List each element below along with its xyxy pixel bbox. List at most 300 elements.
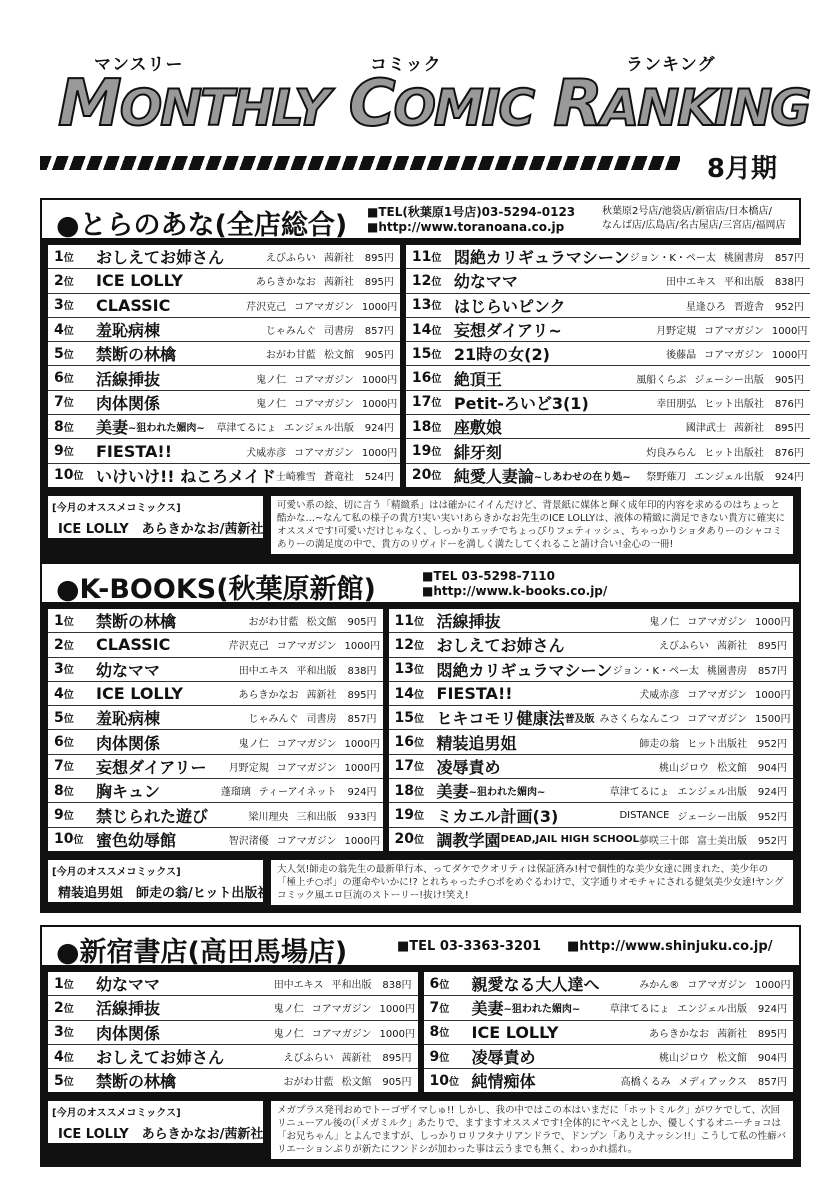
comic-author: あらきかなお	[255, 277, 316, 289]
recommended-value: ICE LOLLY あらきかなお/茜新社	[58, 521, 264, 537]
rank-number	[412, 443, 454, 459]
comic-title: 親愛なる大人達へ	[471, 975, 600, 995]
comic-title: 美妻	[436, 782, 469, 802]
ranking-row	[48, 706, 383, 730]
rank-number	[395, 758, 437, 774]
recommended-label: [今月のオススメコミックス]	[52, 866, 181, 878]
comic-price: 1500円	[755, 714, 791, 726]
store-url[interactable]: ■http://www.k-books.co.jp/	[422, 584, 608, 598]
store-name: ●とらのあな(全店総合)	[56, 210, 348, 241]
rank-number	[54, 419, 96, 435]
comic-author: 師走の翁	[639, 738, 680, 750]
ruby-monthly: マンスリー	[94, 55, 184, 75]
rank-suffix: 位	[431, 252, 442, 264]
comic-author: 月野定規	[656, 326, 697, 338]
comic-publisher: エンジェル出版	[677, 1004, 747, 1016]
rank-value: 8	[54, 418, 64, 435]
rank-value: 19	[411, 443, 432, 460]
comic-author: みさくらなんこつ	[599, 714, 680, 726]
comic-publisher: 茜新社	[717, 1028, 747, 1040]
rank-suffix: 位	[431, 471, 442, 483]
rank-number	[54, 370, 96, 386]
rank-number	[54, 710, 96, 726]
page-header	[40, 28, 810, 188]
comic-author: じゃみんぐ	[265, 326, 316, 338]
rank-value: 13	[411, 297, 432, 314]
rank-suffix: 位	[63, 738, 74, 750]
recommendation-blurb: 可愛い系の絵、切に言う「精緻系」はは確かにイイんだけど、背景紙に媒体と輝く成年印的内容を求めるのはちょっと酷かな…~なんて私の様子の貴方!実い実い!あらきかなお先生のICE LOLLYは、液体の精緻に満足できない貴方に確実にオススメです!可愛いだけじゃなく、しっかりエッチでちょっぴりフェティッシュ、ちゃっかりショタありーのシャコミありーの満足度の中で、貴方のリヴィドーを満しく満たしてくれること請け合い!金心の一冊!	[271, 496, 793, 554]
store-tel: ■TEL 03-5298-7110	[422, 569, 556, 583]
comic-price: 1000円	[771, 326, 808, 338]
rank-value: 20	[394, 831, 415, 848]
comic-subtitle: ~狙われた媚肉~	[503, 1004, 581, 1016]
comic-price: 1000円	[755, 690, 791, 702]
comic-publisher: 松文館	[717, 762, 747, 774]
comic-price: 952円	[757, 835, 787, 847]
rank-suffix: 位	[414, 738, 425, 750]
comic-title: 絶頂王	[453, 369, 502, 389]
comic-publisher: ジェーシー出版	[694, 374, 764, 386]
rank-value: 6	[54, 370, 64, 387]
comic-price: 1000円	[755, 617, 791, 629]
comic-price: 838円	[347, 665, 377, 677]
rank-number	[54, 807, 96, 823]
ranking-row	[48, 1021, 418, 1045]
comic-publisher: コアマガジン	[276, 738, 337, 750]
comic-price: 1000円	[344, 835, 380, 847]
ranking-row	[48, 366, 400, 390]
comic-publisher: 松文館	[717, 1053, 747, 1065]
rank-number	[412, 322, 454, 338]
ruby-comic: コミック	[370, 55, 442, 75]
comic-price: 838円	[774, 277, 804, 289]
rank-suffix: 位	[431, 276, 442, 288]
rank-number	[412, 346, 454, 362]
comic-price: 895円	[364, 253, 394, 265]
comic-publisher: ヒット出版社	[704, 398, 764, 410]
comic-publisher: 茜新社	[733, 423, 764, 435]
comic-title: おしえてお姉さん	[96, 1048, 225, 1068]
comic-title: 悶絶カリギュラマシーン	[436, 660, 613, 680]
rank-value: 10	[429, 1072, 449, 1089]
comic-author: 祭野薙刀	[646, 471, 687, 483]
comic-author: 鬼ノ仁	[649, 617, 680, 629]
ranking-row	[406, 366, 810, 390]
ranking-row	[48, 415, 400, 439]
rank-number	[412, 394, 454, 410]
comic-author: じゃみんぐ	[248, 714, 299, 726]
comic-publisher: 茜新社	[306, 690, 337, 702]
rank-value: 7	[54, 394, 64, 411]
store-url[interactable]: ■http://www.shinjuku.co.jp/	[567, 939, 773, 954]
rank-value: 19	[394, 807, 415, 824]
rank-suffix: 位	[63, 665, 74, 677]
rank-value: 15	[394, 709, 415, 726]
comic-title: CLASSIC	[96, 635, 171, 655]
store-name: ●新宿書店(高田馬場店)	[56, 937, 348, 968]
comic-title: 蜜色幼辱館	[96, 830, 177, 850]
comic-author: おがわ甘藍	[283, 1077, 334, 1089]
rank-suffix: 位	[414, 713, 425, 725]
comic-author: 犬威赤彦	[639, 690, 680, 702]
rank-value: 5	[54, 709, 64, 726]
store-name: ●K-BOOKS(秋葉原新館)	[56, 574, 376, 605]
decorative-stripes	[40, 156, 680, 170]
ranking-row	[389, 755, 793, 779]
ranking-row	[48, 730, 383, 754]
comic-publisher: 茜新社	[323, 253, 354, 265]
rank-number	[54, 831, 96, 847]
comic-author: 蓬瑠璃	[220, 787, 251, 799]
rank-value: 4	[54, 1048, 64, 1065]
comic-title: 禁じられた遊び	[96, 806, 209, 826]
ranking-row	[424, 1069, 794, 1092]
comic-author: 鬼ノ仁	[256, 374, 287, 386]
comic-publisher: 三和出版	[296, 811, 337, 823]
store-tel: ■TEL(秋葉原1号店)03-5294-0123	[367, 205, 576, 219]
comic-publisher: 松文館	[341, 1077, 372, 1089]
rank-number	[430, 1073, 472, 1089]
rank-suffix: 位	[63, 447, 74, 459]
comic-author: 鬼ノ仁	[273, 1028, 304, 1040]
ranking-row	[48, 996, 418, 1020]
comic-author: 草津てるにょ	[609, 787, 670, 799]
comic-title: 禁断の林檎	[96, 345, 177, 365]
ranking-row	[406, 391, 810, 415]
comic-author: 鬼ノ仁	[256, 398, 287, 410]
comic-author: えびふらい	[659, 641, 709, 653]
recommendation-blurb: メガプラス発刊おめでトーゴザイマしゅ!! しかし、我の中ではこの本はいまだに「ホットミルク」がワケでして、次回リニューアル後の(「メガミルク」あたりで、ますますオススメです!全体的にヤベえとしか、優しくするオニーチョコは「お兄ちゃん」とよんでますが、しっかりロリフタナリアンドラで、ドンプン「ありえナッシン!!」こうして私の性癖バリエーションぷりが新たにフンドシが加わった事は云うまでも無く、わっかれ揺れ。	[271, 1101, 793, 1159]
store-header	[42, 200, 799, 240]
comic-publisher: コアマガジン	[311, 1004, 372, 1016]
ranking-row	[48, 269, 400, 293]
ranking-row	[389, 609, 793, 633]
rank-value: 1	[54, 612, 64, 629]
rank-suffix: 位	[414, 835, 425, 847]
rank-value: 18	[411, 418, 432, 435]
rank-suffix: 位	[431, 349, 442, 361]
comic-title: 活線挿抜	[96, 369, 161, 389]
rank-value: 2	[54, 636, 64, 653]
comic-publisher: コアマガジン	[294, 447, 354, 459]
comic-price: 933円	[347, 811, 377, 823]
comic-title: 純愛人妻論	[453, 466, 534, 486]
rank-number	[412, 370, 454, 386]
rank-suffix: 位	[431, 447, 442, 459]
comic-publisher: コアマガジン	[294, 301, 354, 313]
comic-title: 肉体関係	[96, 1023, 161, 1043]
comic-price: 895円	[364, 277, 394, 289]
ranking-row	[389, 706, 793, 730]
ranking-list-right	[406, 245, 810, 487]
rank-value: 8	[54, 782, 64, 799]
rank-value: 5	[54, 345, 64, 362]
comic-price: 905円	[347, 617, 377, 629]
rank-suffix: 位	[63, 422, 74, 434]
comic-title: 妄想ダイアリ~	[453, 321, 562, 341]
rank-suffix: 位	[431, 374, 442, 386]
comic-title: 悶絶カリギュラマシーン	[453, 248, 630, 268]
page-title: MONTHLY COMIC RANKING	[58, 67, 810, 141]
store-section-kbooks	[40, 562, 801, 913]
store-url[interactable]: ■http://www.toranoana.co.jp	[367, 220, 565, 234]
rank-value: 20	[411, 467, 432, 484]
rank-number	[412, 297, 454, 313]
comic-publisher: 司書房	[306, 714, 337, 726]
comic-title: いけいけ!! ねころメイド	[96, 466, 276, 486]
store-branches-1: 秋葉原2号店/池袋店/新宿店/日本橋店/	[602, 206, 772, 217]
ranking-row	[48, 391, 400, 415]
rank-value: 3	[54, 297, 64, 314]
rank-number	[54, 1000, 96, 1016]
comic-publisher: コアマガジン	[687, 617, 747, 629]
comic-title: 禁断の林檎	[96, 612, 177, 632]
rank-value: 11	[411, 248, 432, 265]
comic-title: 羞恥病棟	[96, 321, 161, 341]
rank-suffix: 位	[73, 471, 84, 483]
comic-author: ジョン・K・ペー太	[612, 665, 699, 677]
rank-suffix: 位	[63, 762, 74, 774]
rank-value: 9	[429, 1048, 440, 1065]
rank-number	[54, 661, 96, 677]
comic-price: 1000円	[361, 301, 398, 313]
rank-suffix: 位	[63, 640, 74, 652]
comic-publisher: 茜新社	[341, 1053, 372, 1065]
comic-publisher: コアマガジン	[704, 350, 764, 362]
rank-value: 4	[54, 685, 64, 702]
rank-number	[54, 443, 96, 459]
rank-number	[54, 273, 96, 289]
rank-value: 14	[394, 685, 415, 702]
store-section-shinjuku	[40, 925, 801, 1167]
comic-price: 857円	[347, 714, 377, 726]
ranking-row	[424, 1021, 794, 1045]
rank-value: 5	[54, 1072, 64, 1089]
comic-price: 924円	[757, 1004, 787, 1016]
rank-value: 9	[54, 807, 64, 824]
rank-number	[54, 249, 96, 265]
rank-suffix: 位	[63, 349, 74, 361]
ranking-row	[406, 318, 810, 342]
rank-suffix: 位	[414, 689, 425, 701]
comic-publisher: メディアックス	[678, 1077, 747, 1089]
comic-title: ミカエル計画(3)	[436, 806, 559, 826]
comic-author: 梁川理央	[248, 811, 289, 823]
recommended-value: ICE LOLLY あらきかなお/茜新社	[58, 1127, 264, 1143]
comic-price: 904円	[757, 1053, 787, 1065]
rank-suffix: 位	[63, 398, 74, 410]
comic-title: FIESTA!!	[436, 684, 513, 704]
comic-author: 夢咲三十郎	[639, 835, 689, 847]
comic-author: あらきかなお	[238, 690, 299, 702]
rank-suffix: 位	[63, 979, 74, 991]
comic-price: 876円	[774, 398, 804, 410]
ranking-row	[48, 609, 383, 633]
comic-title: ヒキコモリ健康法	[436, 709, 565, 729]
comic-title: ICE LOLLY	[96, 684, 183, 704]
comic-title: 21時の女(2)	[453, 345, 550, 365]
comic-publisher: エンジェル出版	[284, 423, 354, 435]
comic-price: 952円	[757, 738, 787, 750]
rank-suffix: 位	[439, 1028, 450, 1040]
comic-publisher: エンジェル出版	[694, 471, 764, 483]
rank-number	[430, 1024, 472, 1040]
rank-suffix: 位	[63, 301, 74, 313]
comic-author: 芹沢克己	[228, 641, 269, 653]
ruby-ranking: ランキング	[626, 55, 716, 75]
recommended-comic	[48, 1101, 263, 1143]
ranking-row	[48, 294, 400, 318]
comic-price: 1000円	[379, 1028, 415, 1040]
comic-title: 凌辱責め	[471, 1048, 536, 1068]
rank-value: 17	[411, 394, 432, 411]
comic-publisher: コアマガジン	[704, 326, 764, 338]
comic-title: 幼なママ	[453, 272, 518, 292]
comic-publisher: ティーアイネット	[258, 787, 337, 799]
comic-price: 895円	[774, 423, 804, 435]
comic-publisher: コアマガジン	[311, 1028, 372, 1040]
comic-price: 924円	[757, 787, 787, 799]
comic-subtitle: ~狙われた媚肉~	[468, 787, 546, 799]
comic-price: 895円	[757, 1028, 787, 1040]
rank-number	[54, 758, 96, 774]
comic-publisher: コアマガジン	[276, 835, 337, 847]
ranking-row	[48, 633, 383, 657]
comic-price: 924円	[364, 423, 394, 435]
rank-number	[395, 613, 437, 629]
rank-number	[412, 273, 454, 289]
rank-number	[54, 976, 96, 992]
ranking-row	[48, 245, 400, 269]
rank-suffix: 位	[431, 422, 442, 434]
recommended-label: [今月のオススメコミックス]	[52, 502, 181, 514]
comic-author: 灼良みらん	[646, 447, 697, 459]
rank-suffix: 位	[63, 1052, 74, 1064]
rank-value: 18	[394, 782, 415, 799]
ranking-row	[48, 464, 400, 487]
comic-title: 肉体関係	[96, 393, 161, 413]
comic-subtitle: ~狙われた媚肉~	[128, 423, 205, 435]
comic-author: 犬威赤彦	[246, 447, 287, 459]
ranking-row	[389, 730, 793, 754]
comic-publisher: 茜新社	[323, 277, 354, 289]
ranking-row	[48, 972, 418, 996]
comic-price: 857円	[757, 1077, 787, 1089]
comic-price: 1000円	[379, 1004, 415, 1016]
comic-publisher: コアマガジン	[687, 690, 747, 702]
rank-number	[395, 710, 437, 726]
rank-number	[395, 831, 437, 847]
rank-suffix: 位	[414, 640, 425, 652]
rank-value: 8	[429, 1024, 440, 1041]
comic-publisher: コアマガジン	[687, 714, 747, 726]
ranking-row	[389, 658, 793, 682]
comic-publisher: 晋遊舎	[733, 301, 764, 313]
ranking-list-right	[424, 972, 794, 1092]
rank-suffix: 位	[439, 1003, 450, 1015]
comic-title: FIESTA!!	[96, 441, 172, 461]
comic-author: 田中エキス	[666, 277, 716, 289]
comic-price: 857円	[757, 665, 787, 677]
comic-price: 895円	[347, 690, 377, 702]
rank-suffix: 位	[414, 665, 425, 677]
comic-author: 田中エキス	[238, 665, 289, 677]
comic-title: Petit-ろいど3(1)	[453, 393, 589, 413]
ranking-row	[406, 294, 810, 318]
comic-author: 高橋くるみ	[620, 1077, 671, 1089]
rank-suffix: 位	[439, 1052, 450, 1064]
comic-author: おがわ甘藍	[248, 617, 299, 629]
comic-author: 桃山ジロウ	[659, 1053, 709, 1065]
comic-price: 952円	[757, 811, 787, 823]
comic-publisher: 松文館	[323, 350, 354, 362]
rank-suffix: 位	[414, 616, 425, 628]
comic-title: 肉体関係	[96, 733, 161, 753]
comic-publisher: 蒼竜社	[323, 471, 354, 483]
rank-value: 11	[394, 612, 415, 629]
rank-number	[412, 419, 454, 435]
rank-number	[412, 249, 454, 265]
comic-title: 活線挿抜	[436, 612, 501, 632]
rank-value: 6	[429, 975, 440, 992]
rank-number	[395, 661, 437, 677]
comic-author: 桃山ジロウ	[659, 762, 709, 774]
rank-number	[395, 783, 437, 799]
rank-value: 9	[54, 443, 64, 460]
ranking-row	[424, 972, 794, 996]
comic-title: 美妻	[471, 999, 504, 1019]
recommended-value: 精装追男姐 師走の翁/ヒット出版社	[58, 885, 271, 901]
rank-number	[54, 1073, 96, 1089]
comic-title: 緋牙刻	[453, 442, 502, 462]
ranking-row	[389, 682, 793, 706]
comic-author: 國津武士	[685, 423, 726, 435]
comic-publisher: コアマガジン	[276, 762, 337, 774]
ranking-list-left	[48, 245, 400, 487]
ranking-row	[389, 779, 793, 803]
comic-author: 幸田朋弘	[656, 398, 697, 410]
comic-price: 1000円	[344, 738, 380, 750]
rank-number	[54, 783, 96, 799]
rank-suffix: 位	[63, 1003, 74, 1015]
ranking-row	[406, 464, 810, 487]
comic-price: 857円	[774, 253, 804, 265]
rank-number	[430, 1049, 472, 1065]
ranking-list-right	[389, 609, 793, 851]
comic-price: 905円	[382, 1077, 412, 1089]
rank-suffix: 位	[63, 1028, 74, 1040]
rank-value: 6	[54, 734, 64, 751]
recommended-comic	[48, 860, 271, 902]
rank-suffix: 位	[63, 811, 74, 823]
rank-suffix: 位	[63, 252, 74, 264]
comic-author: 月野定規	[228, 762, 269, 774]
rank-number	[54, 322, 96, 338]
rank-suffix: 位	[431, 325, 442, 337]
rank-suffix: 位	[63, 689, 74, 701]
rank-suffix: 位	[63, 276, 74, 288]
rank-number	[412, 467, 454, 483]
rank-suffix: 位	[63, 713, 74, 725]
rank-suffix: 位	[63, 786, 74, 798]
comic-title: 座敷娘	[453, 418, 502, 438]
rank-value: 16	[411, 370, 432, 387]
comic-title: 幼なママ	[96, 975, 161, 995]
ranking-row	[48, 803, 383, 827]
ranking-row	[406, 342, 810, 366]
comic-title: 美妻	[96, 418, 129, 438]
ranking-row	[406, 269, 810, 293]
